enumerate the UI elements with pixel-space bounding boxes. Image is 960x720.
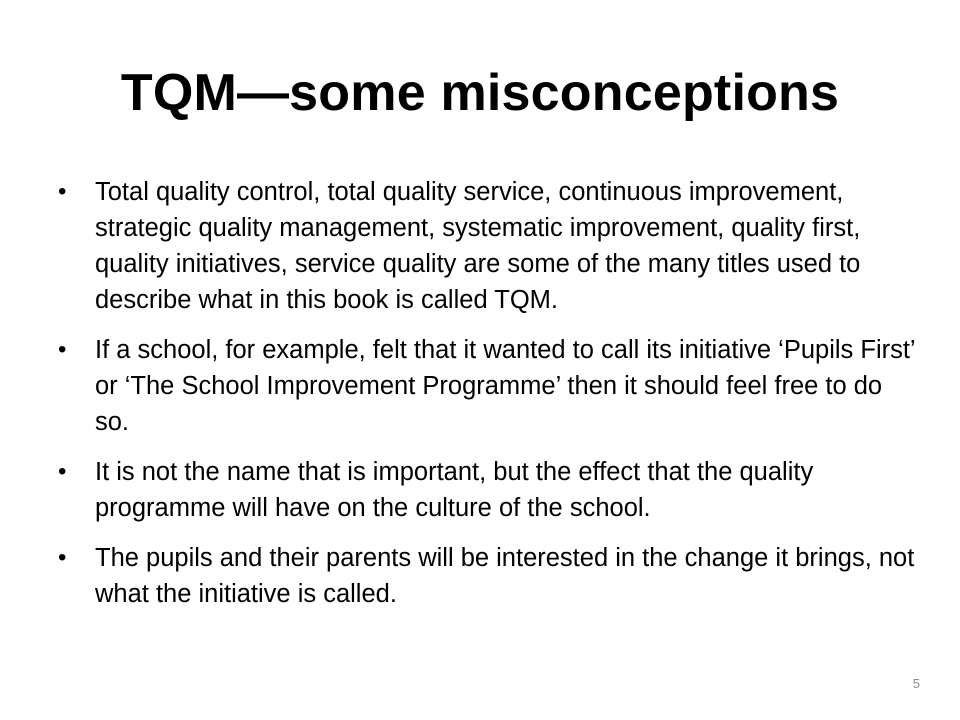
page-number: 5 [912, 676, 920, 691]
bullet-text: The pupils and their parents will be interested in the change it brings, not what the initiative is called. [95, 544, 915, 608]
bullet-item [58, 332, 920, 440]
bullet-text: It is not the name that is important, but the effect that the quality programme will have on the culture of the school. [95, 458, 814, 522]
bullet-text: Total quality control, total quality service, continuous improvement, strategic quality management, systematic improvement, quality first, quality initiatives, service quality are some of the many titles used to describe what in this book is called TQM. [95, 178, 861, 314]
slide-title: TQM—some misconceptions [120, 64, 840, 122]
bullet-item [58, 174, 920, 318]
bullet-item [58, 454, 920, 526]
bullet-item [58, 540, 920, 612]
bullet-text: If a school, for example, felt that it wanted to call its initiative ‘Pupils First’ or ‘The School Improvement Programme’ then it should feel free to do so. [95, 336, 915, 436]
bullet-dot-icon: • [58, 178, 67, 205]
bullet-dot-icon: • [58, 544, 67, 571]
bullet-dot-icon: • [58, 336, 67, 363]
bullet-list [58, 174, 920, 626]
bullet-dot-icon: • [58, 458, 67, 485]
